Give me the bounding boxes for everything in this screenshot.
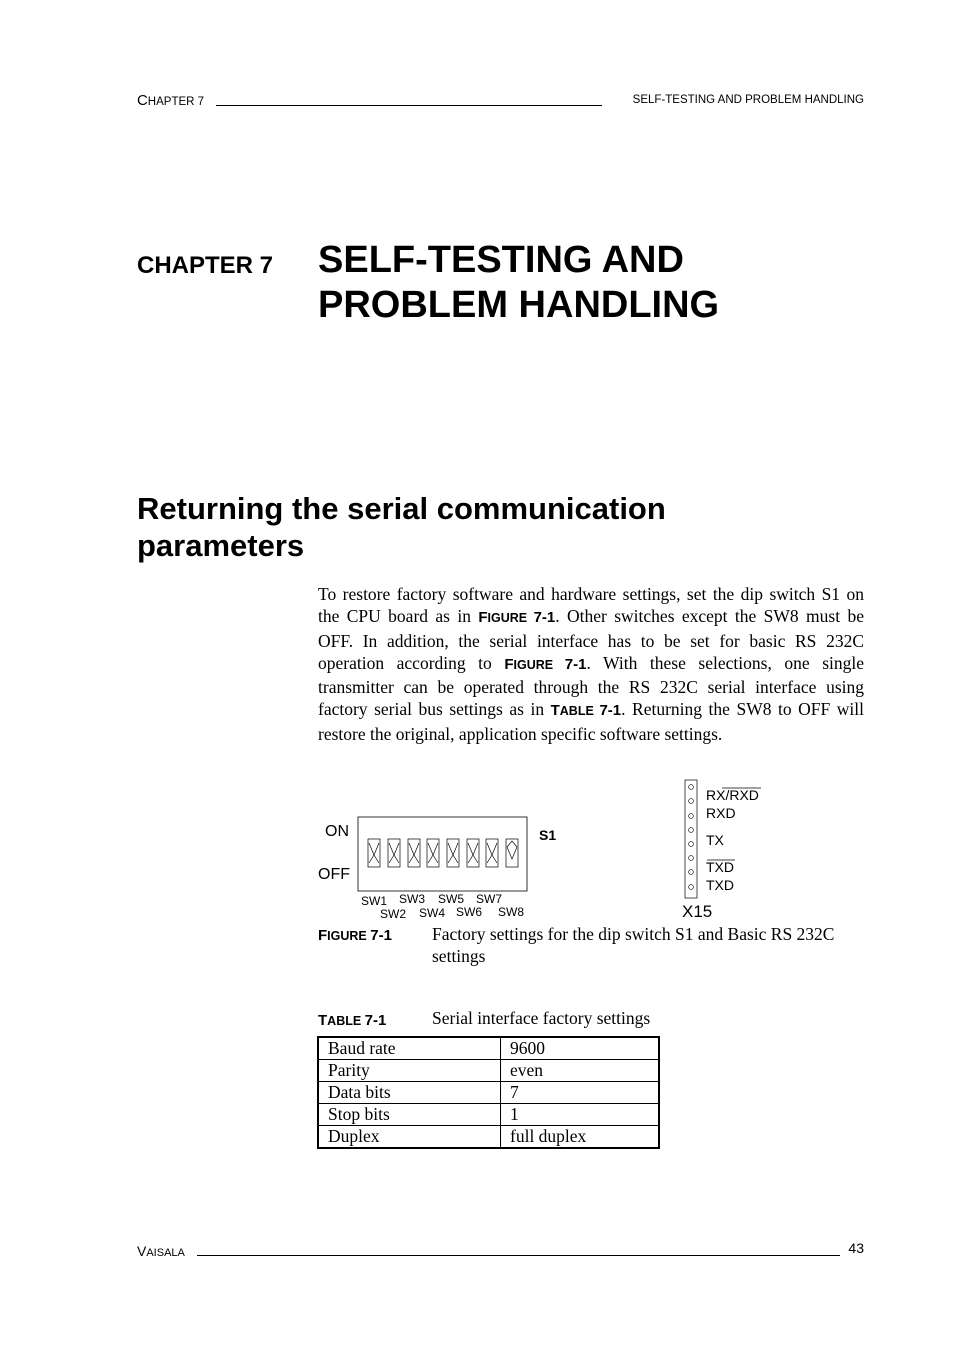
section-title-line2: parameters [137, 528, 305, 563]
table-cell-value: 9600 [501, 1037, 660, 1060]
dip-switch-body [358, 817, 527, 891]
switch-label-sw6: SW6 [456, 905, 483, 919]
table-row [318, 1037, 659, 1060]
figure-reference-1: FIGURE 7-1 [478, 609, 556, 627]
figure-caption-text: Factory settings for the dip switch S1 and Basic RS 232C settings [432, 924, 835, 966]
switch-sw4 [427, 839, 439, 867]
switch-diagram [310, 775, 870, 925]
chapter-title-line1: SELF-TESTING AND [318, 239, 684, 281]
table-reference: TABLE 7-1 [550, 702, 622, 720]
table-row [318, 1126, 659, 1149]
switch-sw7 [486, 839, 498, 867]
table-caption-label: TABLE 7-1 [318, 1012, 387, 1029]
jumper-pins [689, 785, 694, 890]
jumper-label-tx: TX [706, 832, 724, 848]
paragraph-text-4: . Returning the SW8 to OFF will restore the original, application specific software settings. [318, 699, 864, 744]
section-title-line1: Returning the serial communication [137, 491, 666, 526]
figure-reference-2: FIGURE 7-1 [504, 655, 587, 673]
table-cell-key: Duplex [318, 1126, 501, 1149]
switch-sw2 [388, 839, 400, 867]
switch-sw6 [467, 839, 479, 867]
table-cell-key: Data bits [318, 1082, 501, 1104]
section-title [137, 490, 737, 564]
dip-switch-levers [368, 839, 518, 867]
switch-label-sw7: SW7 [476, 892, 503, 906]
jumper-label-txd-negated: TXD [706, 859, 734, 875]
table-row [318, 1060, 659, 1082]
table-cell-value: full duplex [501, 1126, 660, 1149]
table-cell-value: 1 [501, 1104, 660, 1126]
footer-rule [197, 1255, 840, 1256]
jumper-label-rx-rxd: RX/RXD [706, 787, 759, 803]
table-cell-key: Baud rate [318, 1037, 501, 1060]
dip-switch-figure [310, 775, 870, 925]
header-section-title: SELF-TESTING AND PROBLEM HANDLING [632, 94, 864, 106]
table-caption-text: Serial interface factory settings [432, 1008, 651, 1028]
switch-label-sw4: SW4 [419, 906, 446, 920]
footer-brand: VAISALA [137, 1243, 185, 1259]
page-number: 43 [848, 1240, 864, 1256]
switch-sw1 [368, 839, 380, 867]
table-cell-key: Stop bits [318, 1104, 501, 1126]
body-paragraph [318, 583, 864, 745]
header-chapter: CHAPTER 7 [137, 92, 205, 109]
switch-label-sw3: SW3 [399, 892, 426, 906]
paragraph-text-2: . Other switches except the SW8 must be OFF. In addition, the serial interface has to be set for basic RS 232C operation according to [318, 606, 864, 673]
chapter-title [318, 238, 719, 328]
switch-sw8 [506, 839, 518, 867]
table-cell-value: even [501, 1060, 660, 1082]
paragraph-text-3: . With these selections, one single transmitter can be operated through the RS 232C serial interface using factory serial bus settings as in [318, 652, 864, 720]
off-label: OFF [318, 866, 350, 883]
page-header [137, 92, 864, 110]
page-footer [137, 1240, 864, 1258]
switch-label-sw2: SW2 [380, 907, 407, 921]
on-label: ON [325, 823, 349, 840]
jumper-strip [685, 780, 697, 898]
switch-sw3 [408, 839, 420, 867]
jumper-name-x15: X15 [682, 902, 713, 921]
switch-name-s1: S1 [539, 827, 557, 843]
table-row [318, 1104, 659, 1126]
table-cell-value: 7 [501, 1082, 660, 1104]
serial-settings-table [317, 1036, 660, 1149]
switch-sw5 [447, 839, 459, 867]
table-row [318, 1082, 659, 1104]
chapter-label: CHAPTER 7 [137, 252, 274, 279]
switch-label-sw8: SW8 [498, 905, 525, 919]
jumper-label-txd: TXD [706, 877, 734, 893]
jumper-label-rxd: RXD [706, 805, 736, 821]
paragraph-text-1: To restore factory software and hardware settings, set the dip switch S1 on the CPU board as in [318, 584, 864, 627]
figure-caption-label: FIGURE 7-1 [318, 927, 392, 944]
switch-label-sw1: SW1 [361, 894, 388, 908]
switch-label-sw5: SW5 [438, 892, 465, 906]
header-rule [216, 105, 602, 106]
table-cell-key: Parity [318, 1060, 501, 1082]
chapter-title-line2: PROBLEM HANDLING [318, 284, 720, 326]
